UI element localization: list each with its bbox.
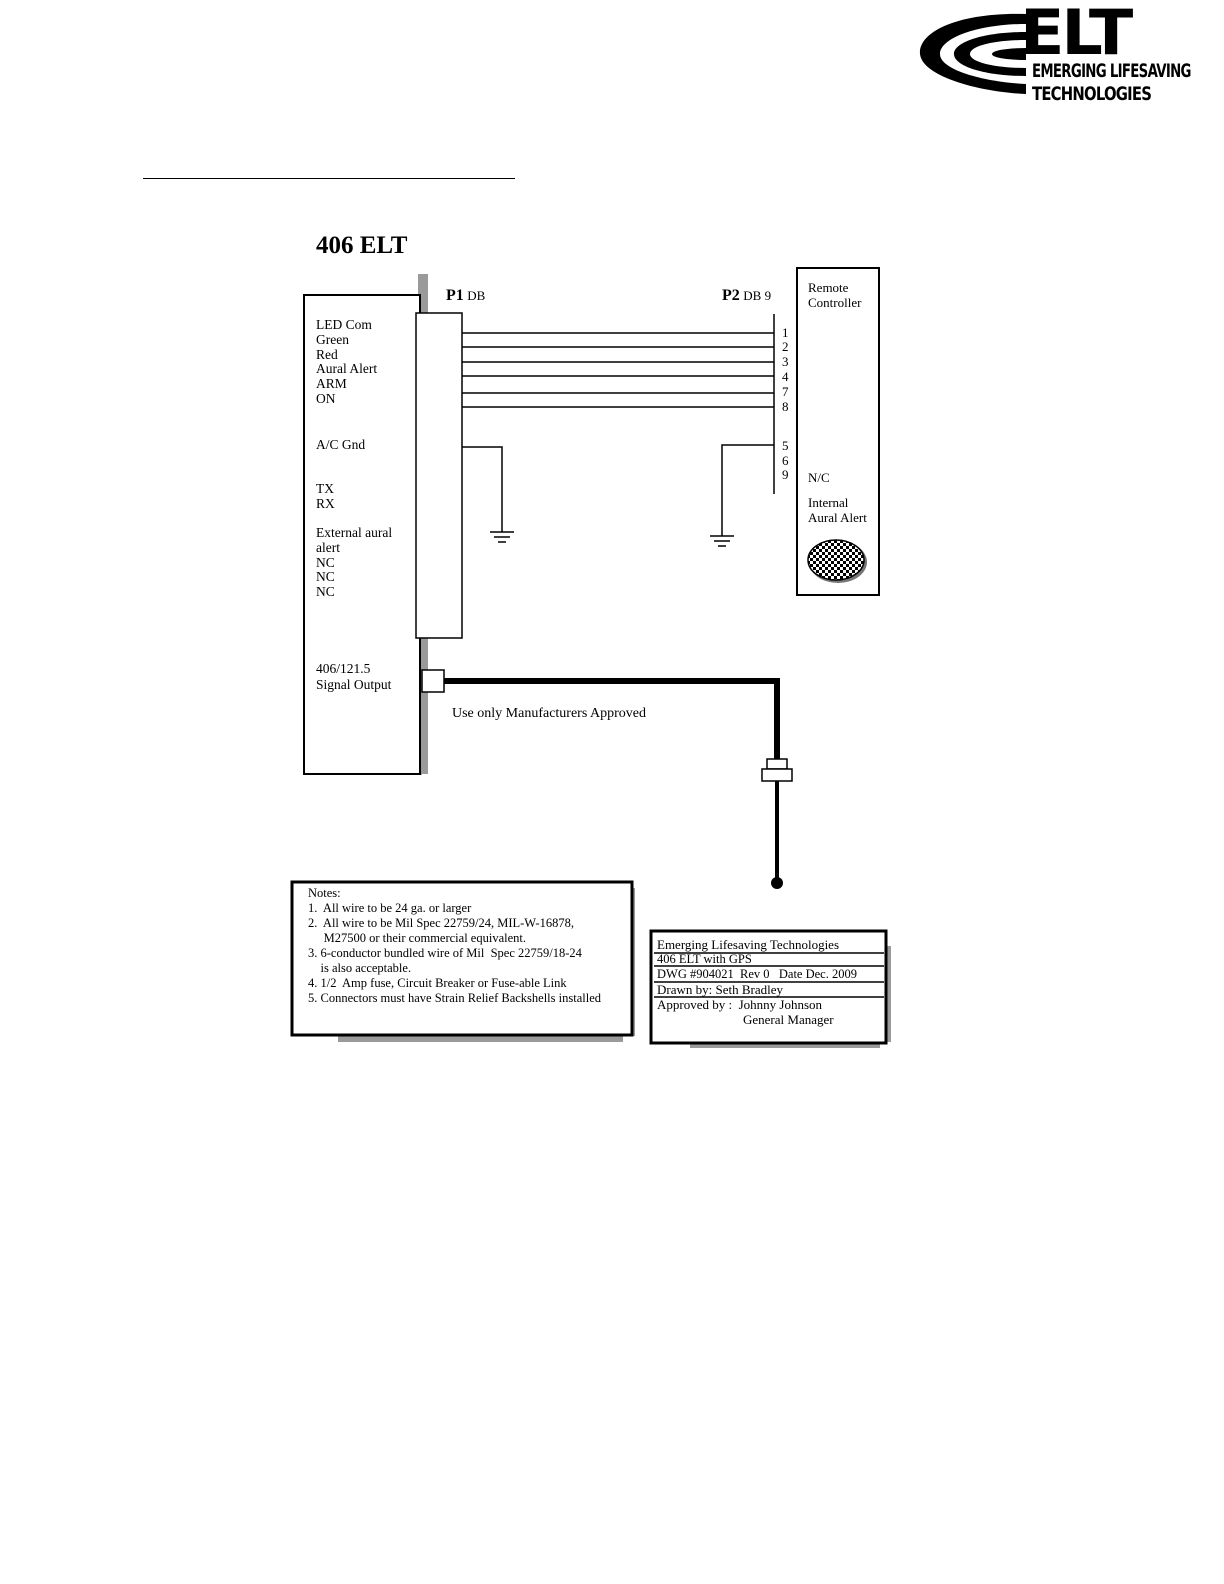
signal-label: NC: [316, 584, 335, 600]
signal-wires: [462, 314, 774, 494]
title-block-dwg: DWG #904021 Rev 0 Date Dec. 2009: [657, 967, 857, 981]
p1-name: P1: [446, 287, 464, 304]
ground-label: A/C Gnd: [316, 437, 366, 452]
ground-wires: [462, 445, 774, 546]
p1-connector: [416, 313, 462, 638]
pin-number: 4: [782, 369, 789, 384]
signal-output-line-2: Signal Output: [316, 677, 392, 692]
signal-label: Aural Alert: [316, 361, 378, 377]
note-line: 4. 1/2 Amp fuse, Circuit Breaker or Fuse-able Link: [308, 976, 567, 990]
signal-label: External aural: [316, 525, 393, 540]
signal-output-cable: [422, 670, 792, 889]
signal-label: RX: [316, 495, 335, 511]
signal-label: LED Com: [316, 317, 372, 332]
note-line: 2. All wire to be Mil Spec 22759/24, MIL-W-16878,: [308, 916, 574, 930]
alert-line-1: Internal: [808, 495, 849, 510]
pin-number: 9: [782, 467, 789, 482]
remote-controller-title: [808, 281, 861, 311]
title-block-product: 406 ELT with GPS: [657, 952, 752, 966]
pin-number: 5: [782, 438, 789, 453]
p1-label: [446, 287, 485, 305]
signal-label: TX: [316, 481, 334, 496]
remote-title-line-2: Controller: [808, 294, 862, 310]
signal-output-label: [316, 661, 391, 693]
notes-text: [308, 886, 601, 1006]
title-block-approved-by: Approved by : Johnny Johnson: [657, 997, 823, 1012]
cable-note: Use only Manufacturers Approved: [452, 706, 647, 721]
note-line: 3. 6-conductor bundled wire of Mil Spec 22759/18-24: [308, 946, 582, 960]
p2-type: DB 9: [743, 288, 772, 303]
signal-label: Green: [316, 331, 349, 347]
signal-label: ARM: [316, 376, 347, 392]
pin-number: 3: [782, 354, 789, 369]
note-line: 5. Connectors must have Strain Relief Backshells installed: [308, 991, 601, 1005]
signal-label: alert: [316, 539, 340, 555]
elt-signal-group-3: [316, 526, 392, 600]
notes-heading: Notes:: [308, 886, 341, 900]
signal-label: NC: [316, 569, 335, 585]
title-block-approver-title: General Manager: [743, 1012, 834, 1027]
note-line: M27500 or their commercial equivalent.: [308, 931, 526, 945]
internal-aural-alert-label: [808, 496, 867, 526]
signal-label: NC: [316, 554, 335, 570]
elt-signal-group-1: [316, 318, 377, 407]
pin-number: 1: [782, 325, 789, 340]
title-block-drawn-by: Drawn by: Seth Bradley: [657, 982, 784, 997]
pin-number: 8: [782, 399, 789, 414]
nc-label: N/C: [808, 470, 830, 485]
logo-mark-text: ELT: [1020, 0, 1131, 69]
logo-line-1: EMERGING LIFESAVING: [1032, 60, 1191, 82]
pin-number: 6: [782, 453, 789, 468]
elt-signal-group-2: [316, 482, 335, 512]
title-block-company: Emerging Lifesaving Technologies: [657, 937, 840, 952]
alert-line-2: Aural Alert: [808, 509, 867, 525]
diagram-title: 406 ELT: [316, 232, 408, 259]
p2-name: P2: [722, 287, 740, 304]
signal-label: Red: [316, 346, 338, 362]
note-line: 1. All wire to be 24 ga. or larger: [308, 901, 472, 915]
signal-label: ON: [316, 390, 336, 406]
remote-title-line-1: Remote: [808, 280, 849, 295]
p2-label: [722, 287, 771, 305]
pin-number: 7: [782, 384, 789, 399]
pin-number: 2: [782, 339, 789, 354]
note-line: is also acceptable.: [308, 961, 412, 975]
p1-type: DB: [467, 288, 486, 303]
signal-output-line-1: 406/121.5: [316, 661, 371, 676]
logo-line-2: TECHNOLOGIES: [1032, 83, 1152, 105]
